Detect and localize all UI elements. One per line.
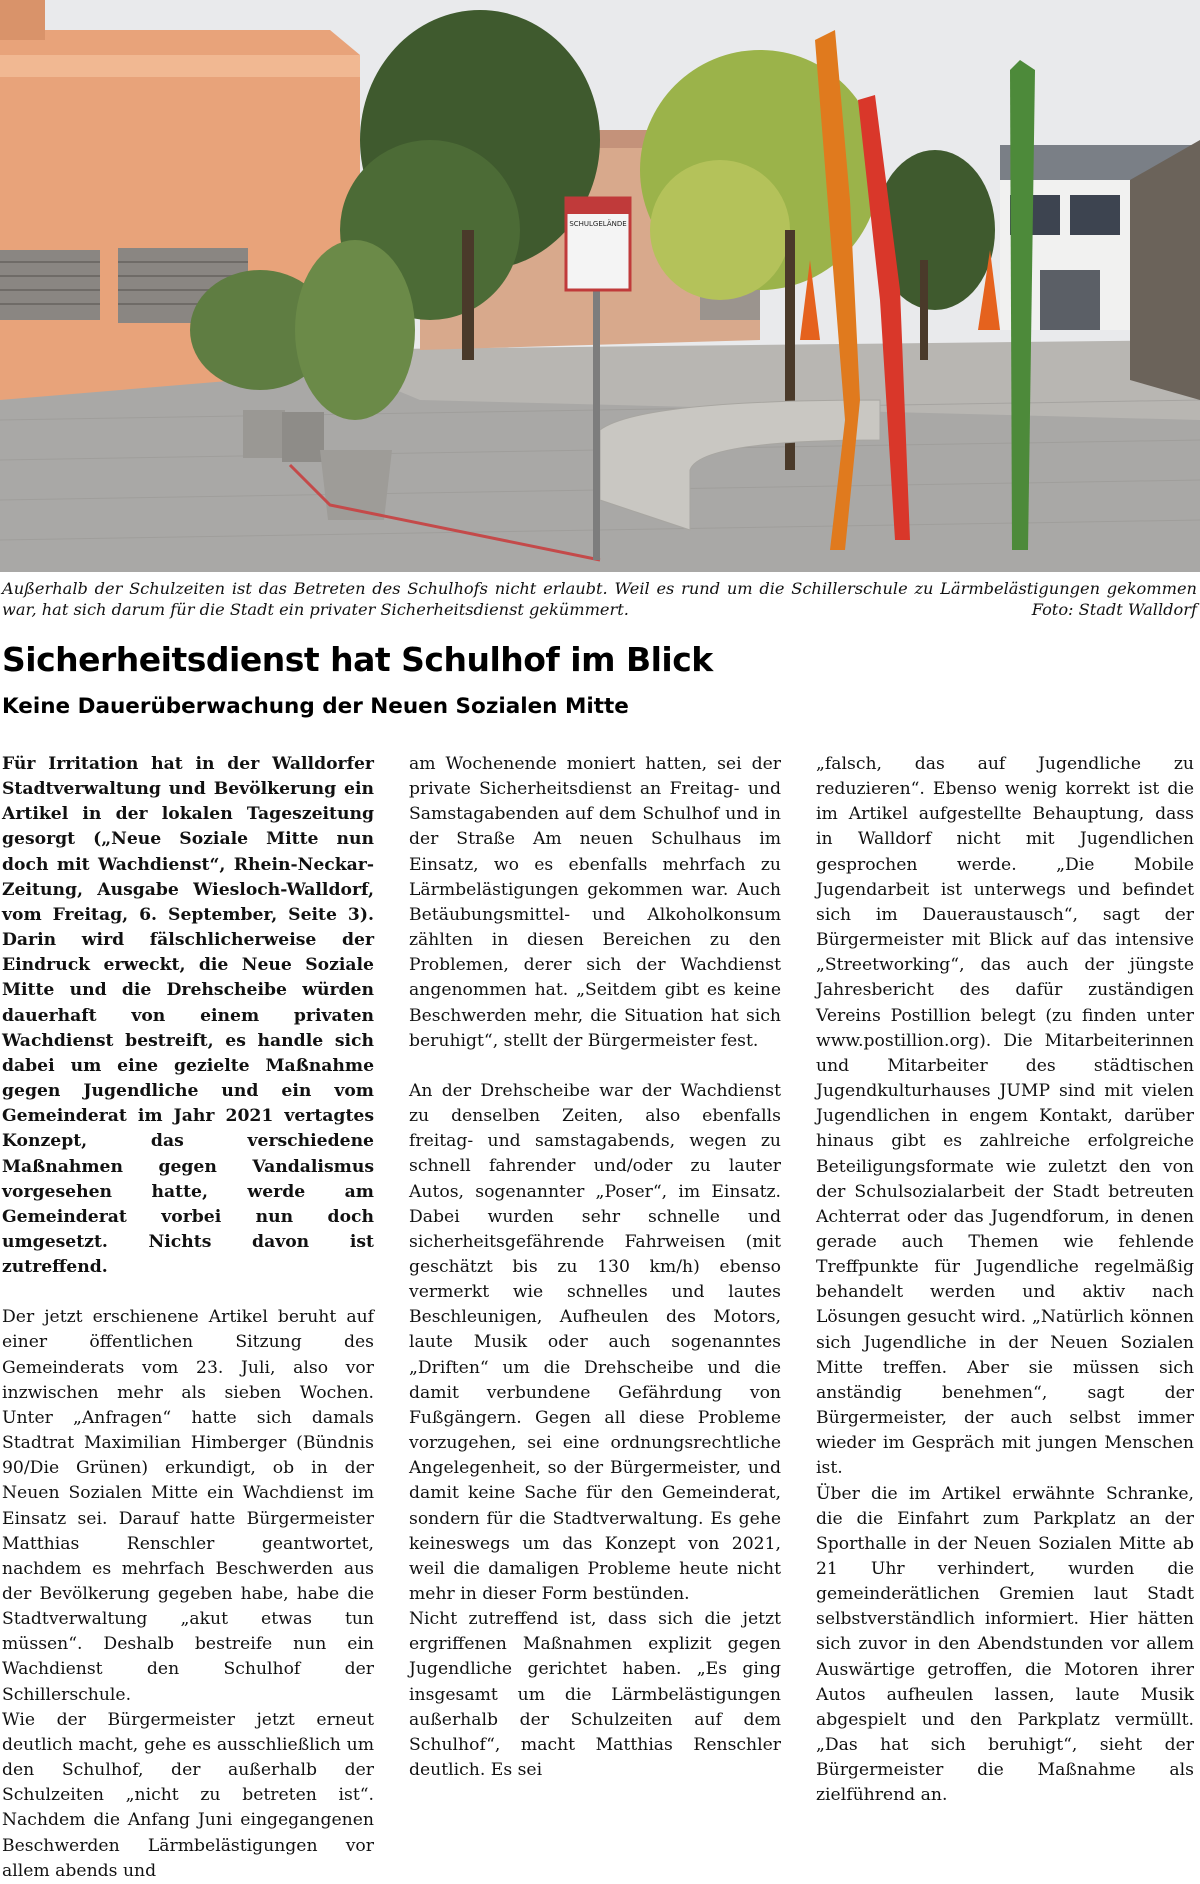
caption-text: Außerhalb der Schulzeiten ist das Betreten des Schulhofs nicht erlaubt. Weil es rund um die Schillerschule zu Lärmbelästigungen gekommen war, hat sich darum für die Stadt ein privater Sicherheitsdienst gekümmert. (2, 579, 1197, 619)
article-paragraph: An der Drehscheibe war der Wachdienst zu denselben Zeiten, also ebenfalls freitag- und samstagabends, wegen zu schnell fahrender und/oder zu lauter Autos, sogenannter „Poser“, im Einsatz. Dabei wurden sehr schnelle und sicherheitsgefährende Fahrweisen (mit geschätzt bis zu 130 km/h) ebenso vermerkt wie schnelles und lautes Beschleunigen, Aufheulen des Motors, laute Musik oder auch sogenanntes „Driften“ um die Drehscheibe und die damit verbundene Gefährdung von Fußgängern. Gegen all diese Probleme vorzugehen, sei eine ordnungsrechtliche Angelegenheit, so der Bürgermeister, und damit keine Sache für den Gemeinderat, sondern für die Stadtverwaltung. Es gehe keineswegs um das Konzept von 2021, weil die damaligen Probleme heute nicht mehr in dieser Form bestünden. (409, 1080, 781, 1604)
article-paragraph: am Wochenende moniert hatten, sei der private Sicherheitsdienst an Freitag- und Samstagabenden auf dem Schulhof und in der Straße Am neuen Schulhaus im Einsatz, wo es ebenfalls mehrfach zu Lärmbelästigungen gekommen war. Auch Betäubungsmittel- und Alkoholkonsum zählten in diesen Bereichen zu den Problemen, derer sich der Wachdienst angenommen hat. „Seitdem gibt es keine Beschwerden mehr, die Situation hat sich beruhigt“, stellt der Bürgermeister fest. (409, 754, 781, 1051)
article-subheadline: Keine Dauerüberwachung der Neuen Sozialen Mitte (2, 694, 629, 719)
article-paragraph: Über die im Artikel erwähnte Schranke, die die Einfahrt zum Parkplatz an der Sporthalle in der Neuen Sozialen Mitte ab 21 Uhr verhindert, wurden die gemeinderätlichen Gremien laut Stadt selbstverständlich informiert. Hier hätten sich zuvor in den Abendstunden vor allem Auswärtige getroffen, die Motoren ihrer Autos aufheulen lassen, laute Musik abgespielt und den Parkplatz vermüllt. „Das hat sich beruhigt“, sieht der Bürgermeister die Maßnahme als zielführend an. (816, 1483, 1194, 1806)
article-column-1 (2, 752, 374, 1881)
article-lead: Für Irritation hat in der Walldorfer Stadtverwaltung und Bevölkerung ein Artikel in der lokalen Tageszeitung gesorgt („Neue Soziale Mitte nun doch mit Wachdienst“, Rhein-Neckar-Zeitung, Ausgabe Wiesloch-Walldorf, vom Freitag, 6. September, Seite 3). Darin wird fälschlicherweise der Eindruck erweckt, die Neue Soziale Mitte und die Drehscheibe würden dauerhaft von einem privaten Wachdienst bestreift, es handle sich dabei um eine gezielte Maßnahme gegen Jugendliche und ein vom Gemeinderat im Jahr 2021 vertagtes Konzept, das verschiedene Maßnahmen gegen Vandalismus vorgesehen hatte, werde am Gemeinderat vorbei nun doch umgesetzt. Nichts davon ist zutreffend. (2, 754, 374, 1278)
sign-text: SCHULGELÄNDE (569, 220, 627, 228)
article-headline: Sicherheitsdienst hat Schulhof im Blick (2, 640, 713, 679)
article-paragraph: Nicht zutreffend ist, dass sich die jetzt ergriffenen Maßnahmen explizit gegen Jugendliche gerichtet haben. „Es ging insgesamt um die Lärmbelästigungen außerhalb der Schulzeiten auf dem Schulhof“, macht Matthias Renschler deutlich. Es sei (409, 1609, 781, 1781)
photo-caption (2, 578, 1197, 620)
article-column-2 (409, 752, 781, 1781)
article-column-3 (816, 752, 1194, 1806)
photo-credit: Foto: Stadt Walldorf (1031, 600, 1197, 619)
article-paragraph: Wie der Bürgermeister jetzt erneut deutlich macht, gehe es ausschließlich um den Schulhof, der außerhalb der Schulzeiten „nicht zu betreten ist“. Nachdem die Anfang Juni eingegangenen Beschwerden Lärmbelästigungen vor allem abends und (2, 1709, 374, 1881)
article-paragraph: Der jetzt erschienene Artikel beruht auf einer öffentlichen Sitzung des Gemeinderats vom 23. Juli, also vor inzwischen mehr als sieben Wochen. Unter „Anfragen“ hatte sich damals Stadtrat Maximilian Himberger (Bündnis 90/Die Grünen) erkundigt, ob in der Neuen Sozialen Mitte ein Wachdienst im Einsatz sei. Darauf hatte Bürgermeister Matthias Renschler geantwortet, nachdem es mehrfach Beschwerden aus der Bevölkerung gegeben habe, habe die Stadtverwaltung „akut etwas tun müssen“. Deshalb bestreife nun ein Wachdienst den Schulhof der Schillerschule. (2, 1307, 374, 1705)
article-paragraph: „falsch, das auf Jugendliche zu reduzieren“. Ebenso wenig korrekt ist die im Artikel aufgestellte Behauptung, dass in Walldorf nicht mit Jugendlichen gesprochen werde. „Die Mobile Jugendarbeit ist unterwegs und befindet sich im Daueraustausch“, sagt der Bürgermeister mit Blick auf das intensive „Streetworking“, das auch der jüngste Jahresbericht des dafür zuständigen Vereins Postillion belegt (zu finden unter www.postillion.org). Die Mitarbeiterinnen und Mitarbeiter des städtischen Jugendkulturhauses JUMP sind mit vielen Jugendlichen in engem Kontakt, darüber hinaus gibt es zahlreiche erfolgreiche Beteiligungsformate wie zuletzt den von der Schulsozialarbeit der Stadt betreuten Achterrat oder das Jugendforum, in denen gerade auch Themen wie fehlende Treffpunkte für Jugendliche regelmäßig behandelt werden und aktiv nach Lösungen gesucht wird. „Natürlich können sich Jugendliche in der Neuen Sozialen Mitte treffen. Aber sie müssen sich anständig benehmen“, sagt der Bürgermeister, der auch selbst immer wieder im Gespräch mit jungen Menschen ist. (816, 754, 1194, 1479)
schoolyard-photo (0, 0, 1200, 572)
